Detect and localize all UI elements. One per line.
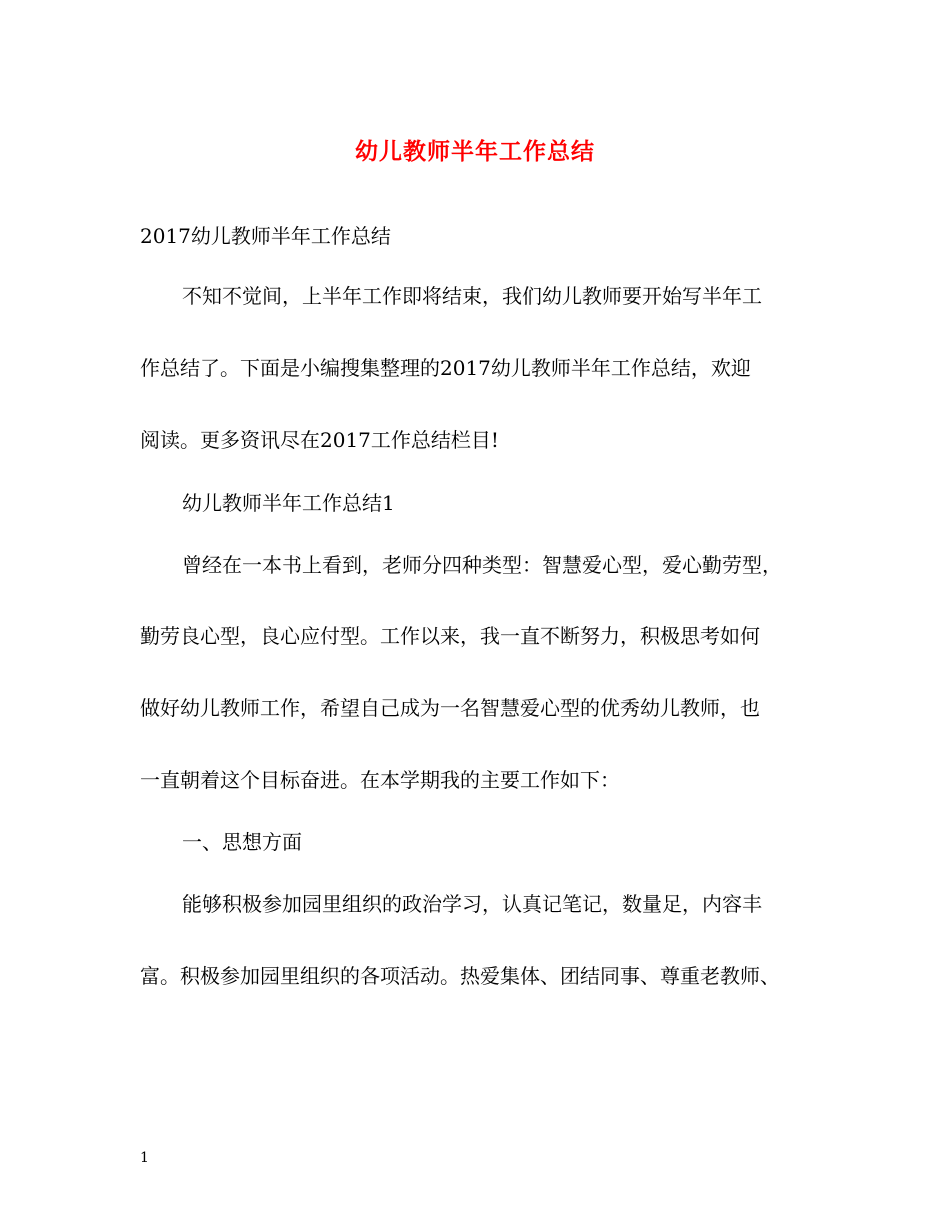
paragraph-line: 阅读。更多资讯尽在2017工作总结栏目!: [140, 428, 499, 452]
paragraph-line: 富。积极参加园里组织的各项活动。热爱集体、团结同事、尊重老教师、: [140, 964, 780, 988]
paragraph-line: 做好幼儿教师工作，希望自己成为一名智慧爱心型的优秀幼儿教师，也: [140, 696, 760, 720]
document-title: 幼儿教师半年工作总结: [355, 138, 595, 165]
paragraph-line: 能够积极参加园里组织的政治学习，认真记笔记，数量足，内容丰: [182, 892, 762, 916]
page-number: 1: [140, 1150, 149, 1166]
section-heading: 一、思想方面: [182, 830, 302, 854]
paragraph-line: 不知不觉间，上半年工作即将结束，我们幼儿教师要开始写半年工: [182, 284, 762, 308]
paragraph-line: 一直朝着这个目标奋进。在本学期我的主要工作如下：: [140, 768, 620, 792]
subtitle-line: 2017幼儿教师半年工作总结: [140, 224, 391, 248]
paragraph-line: 曾经在一本书上看到，老师分四种类型：智慧爱心型，爱心勤劳型，: [182, 553, 782, 577]
paragraph-line: 勤劳良心型，良心应付型。工作以来，我一直不断努力，积极思考如何: [140, 624, 760, 648]
section-heading: 幼儿教师半年工作总结1: [182, 491, 395, 515]
paragraph-line: 作总结了。下面是小编搜集整理的2017幼儿教师半年工作总结，欢迎: [140, 356, 751, 380]
